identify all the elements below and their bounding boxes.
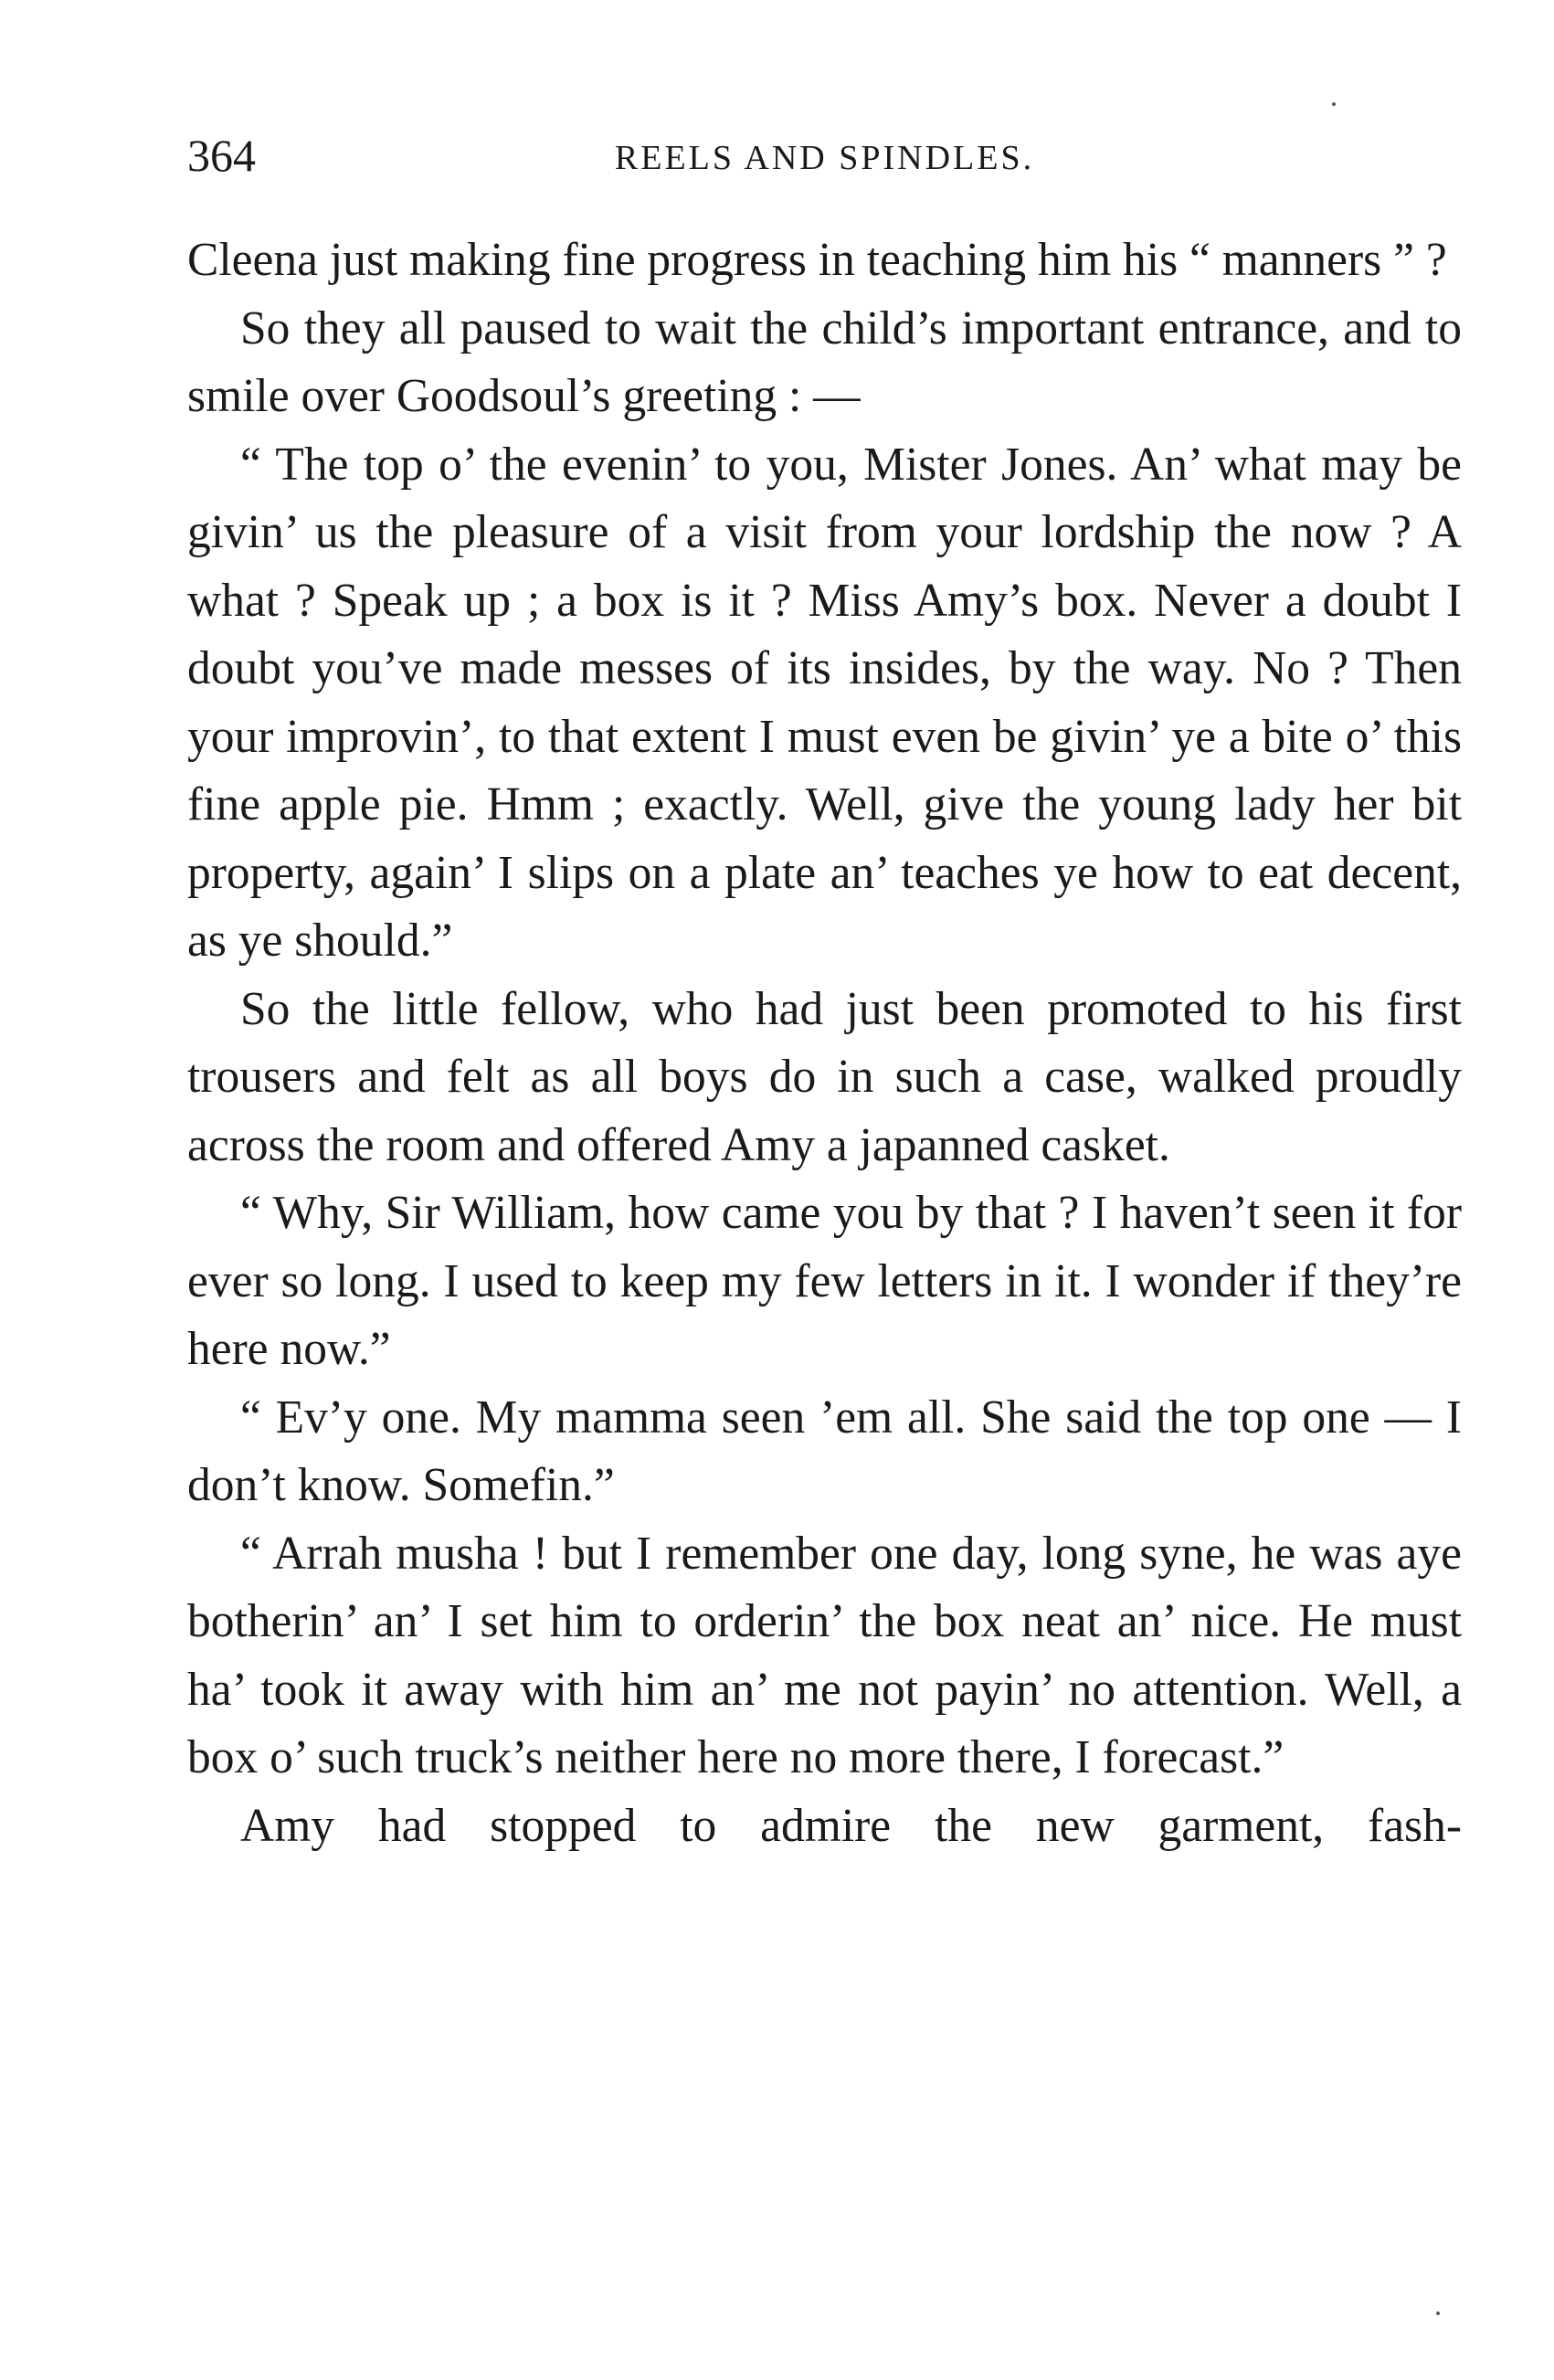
paragraph-5: “ Why, Sir William, how came you by that ? I haven’t seen it for ever so long. I used to keep my few letters in it. I wonder if they’re here now.” [187,1187,1462,1375]
paragraph-6: “ Ev’y one. My mamma seen ’em all. She said the top one — I don’t know. Somefin.” [187,1391,1462,1511]
print-speck [1332,102,1336,106]
paragraph-1: Cleena just making fine progress in teaching him his “ manners ” ? [187,234,1447,286]
running-head [187,128,1462,183]
paragraph-3: “ The top o’ the evenin’ to you, Mister Jones. An’ what may be givin’ us the pleasure of a visit from your lordship the now ? A what ? Speak up ; a box is it ? Miss Amy’s box. Never a doubt I doubt you’ve made messes of its insides, by the way. No ? Then your improvin’, to that extent I must even be givin’ ye a bite o’ this fine apple pie. Hmm ; exactly. Well, give the young lady her bit property, again’ I slips on a plate an’ teaches ye how to eat decent, as ye should.” [187,438,1462,967]
paragraph-2: So they all paused to wait the child’s important entrance, and to smile over Goodsoul’s greeting : — [187,301,1462,422]
paragraph-8: Amy had stopped to admire the new garment, fash- [240,1799,1462,1852]
paragraph-4: So the little fellow, who had just been promoted to his first trousers and felt as all boys do in such a case, walked proudly across the room and offered Amy a japanned casket. [187,982,1462,1171]
print-speck [1436,2311,1440,2315]
paragraph-7: “ Arrah musha ! but I remember one day, long syne, he was aye botherin’ an’ I set him to orderin’ the box neat an’ nice. He must ha’ took it away with him an’ me not payin’ no attention. Well, a box o’ such truck’s neither here no more there, I forecast.” [187,1527,1462,1783]
body-text [187,227,1462,1860]
page-number: 364 [187,130,256,181]
running-title: REELS AND SPINDLES. [614,139,1035,177]
